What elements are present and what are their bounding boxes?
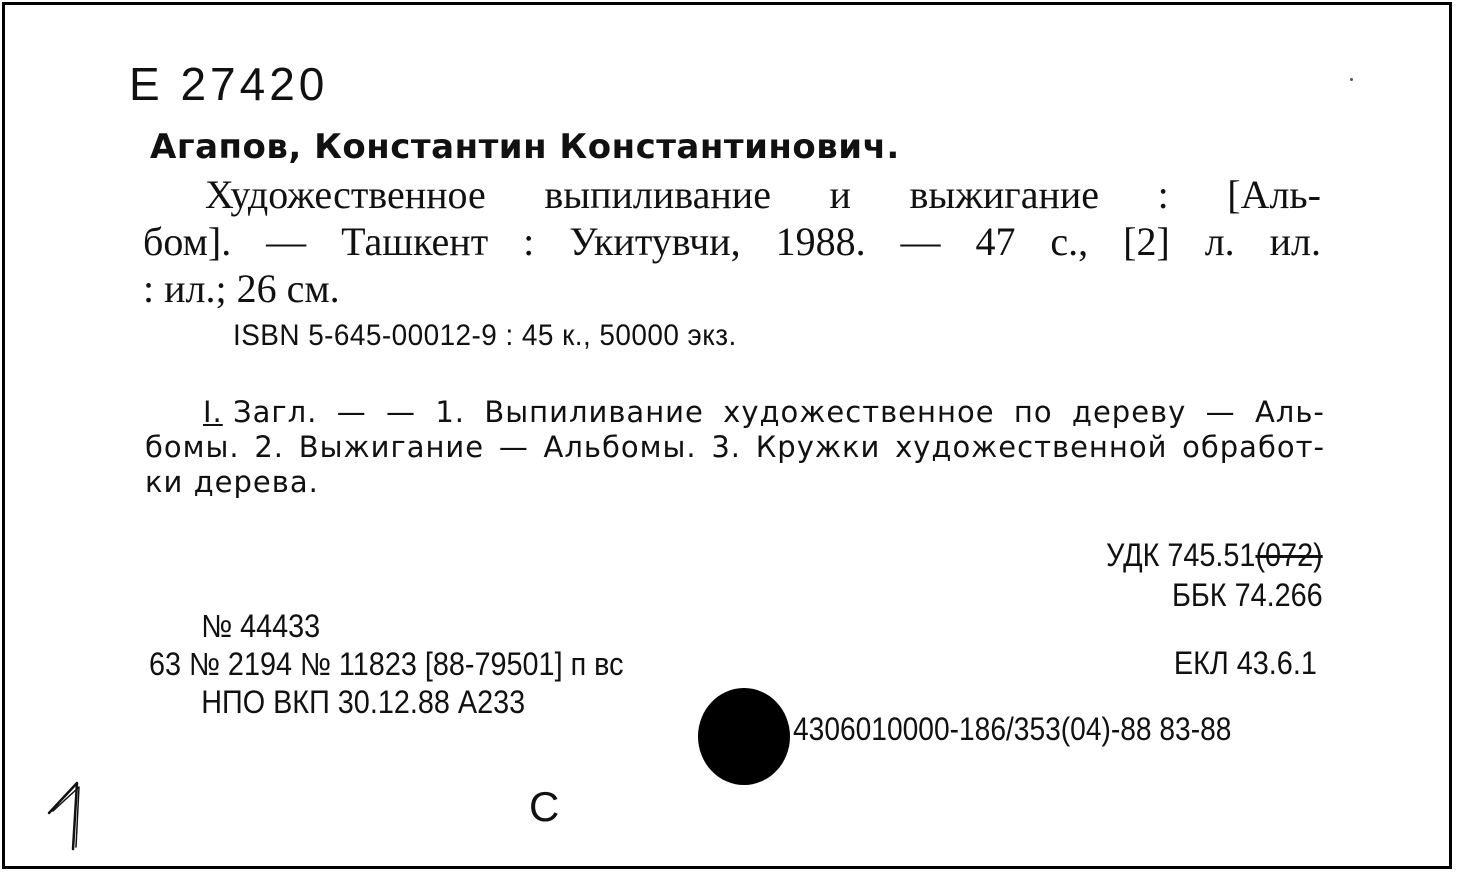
title-word: Художественное [205,172,486,217]
title-word: — [900,219,941,264]
title-word: выжигание [909,172,1100,217]
title-word: с., [1050,219,1089,264]
tracing-line-3 [145,465,1325,500]
title-line-2 [143,218,1321,265]
tracing-word: обработ- [1182,430,1325,464]
physical-description: : ил.; 26 см. [143,266,340,311]
title-word: 47 [975,219,1016,264]
tracing-word: Выжигание [298,430,485,464]
tracing-word: 2. [254,430,284,464]
tracing-word [203,395,317,430]
bbk-line: ББК 74.266 [1172,577,1323,613]
subject-tracing [145,395,1325,500]
title-word: [Аль- [1227,172,1321,217]
tracing-word: — [498,430,529,464]
tracing-word: Кружки [755,430,881,464]
card-production-info [149,607,624,721]
title-statement [143,171,1321,312]
tracing-word: по [1013,395,1053,429]
author-heading: Агапов, Константин Константинович. [150,127,900,167]
tracing-word: Выпиливание [484,395,704,429]
call-number: Е 27420 [129,58,329,110]
title-word: Укитувчи, [569,219,741,264]
classification-numbers [1106,535,1323,615]
udk-struck-number: (072) [1255,537,1323,573]
tracing-word: — [1205,395,1236,429]
punched-hole [698,688,790,785]
order-line: 63 № 2194 № 11823 [88-79501] п вс [149,646,624,682]
title-word: : [1157,172,1169,217]
udk-number: УДК 745.51 [1106,537,1256,573]
isbn-line: ISBN 5-645-00012-9 : 45 к., 50000 экз. [233,319,737,352]
tracing-line-2 [145,430,1325,465]
title-word: и [829,172,851,217]
tracing-word: ки дерева. [145,465,319,499]
tracing-word: художественное [723,395,995,429]
tracing-word: 1. [435,395,466,429]
tracing-word: — [336,395,367,429]
title-word: [2] [1123,219,1170,264]
title-word: : [523,219,535,264]
tracing-word: Альбомы. [543,430,697,464]
series-letter: С [529,783,560,830]
udk-line [1106,535,1323,575]
title-line-1 [143,171,1321,218]
title-word: — [266,219,307,264]
title-word: ил. [1269,219,1321,264]
title-word: выпиливание [544,172,771,217]
tracing-word: Загл. [233,395,318,429]
publisher-line: НПО ВКП 30.12.88 А233 [201,684,526,720]
title-word: Ташкент [341,219,489,264]
roman-numeral: I. [203,395,223,429]
title-word: 1988. [775,219,866,264]
tracing-word: бомы. [145,430,240,464]
tracing-line-1 [145,395,1325,430]
tracing-word: 3. [711,430,741,464]
paper-speck [1350,78,1353,81]
handwritten-mark-1-icon [43,775,103,855]
tracing-word: Аль- [1254,395,1325,429]
tracing-word: дереву [1071,395,1187,429]
price-code: 4306010000-186/353(04)-88 83-88 [793,711,1232,747]
tracing-word: художественной [895,430,1168,464]
title-line-3 [143,265,1321,312]
title-word: бом]. [143,219,232,264]
tracing-word: — [386,395,417,429]
ekl-number: ЕКЛ 43.6.1 [1174,645,1317,681]
card-number: № 44433 [201,608,321,644]
title-word: л. [1204,219,1235,264]
catalog-card [2,2,1452,869]
